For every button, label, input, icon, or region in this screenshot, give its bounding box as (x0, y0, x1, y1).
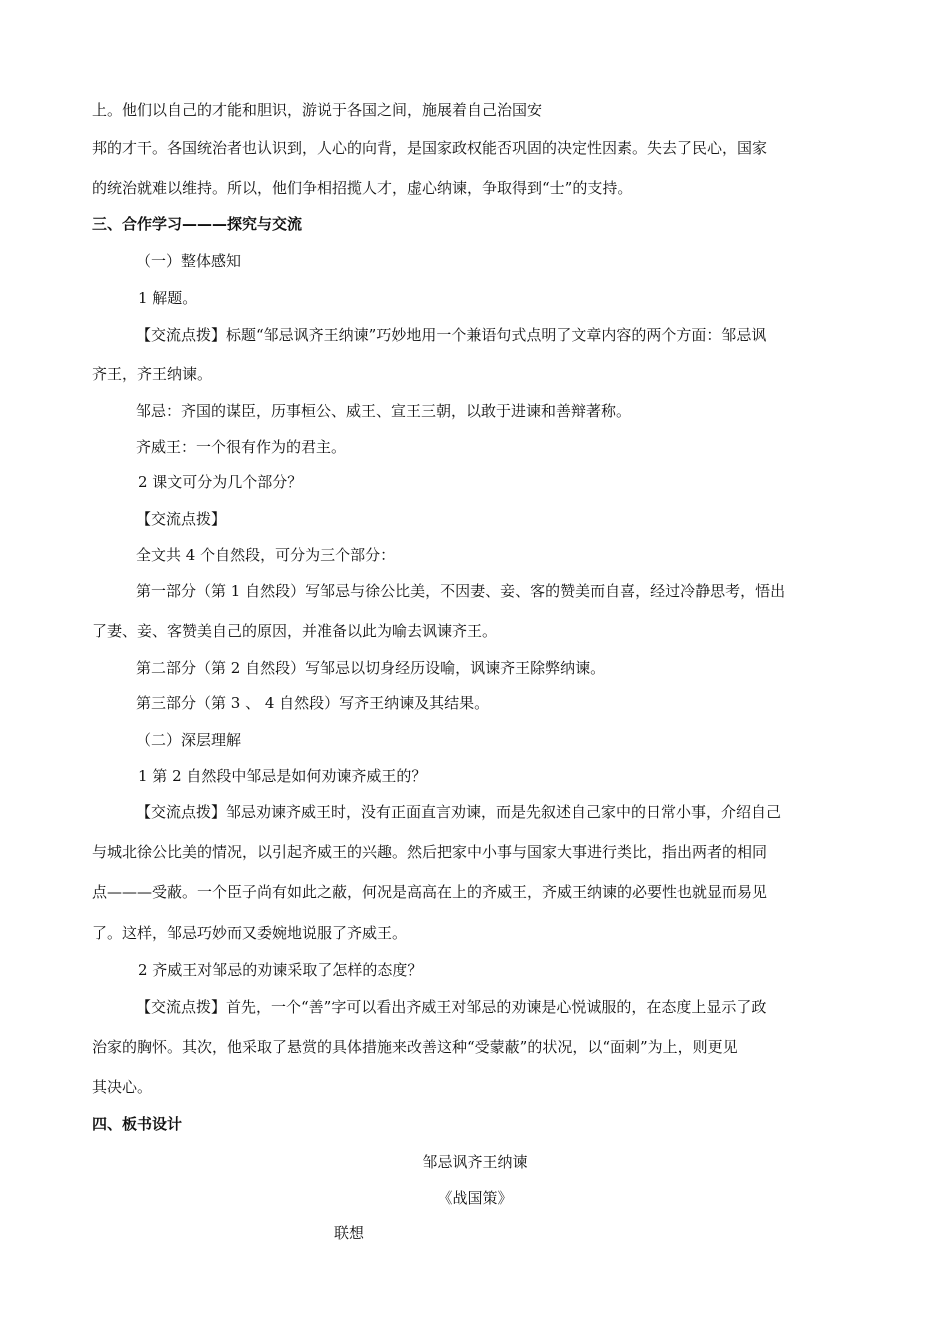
paragraph-line: 全文共 4 个自然段，可分为三个部分： (136, 546, 396, 564)
subsection-heading: （一）整体感知 (136, 252, 242, 270)
paragraph-line: 的统治就难以维持。所以，他们争相招揽人才，虚心纳谏，争取得到“士”的支持。 (92, 179, 633, 197)
paragraph-line: 与城北徐公比美的情况，以引起齐威王的兴趣。然后把家中小事与国家大事进行类比，指出两者的相同 (92, 843, 768, 861)
paragraph-line: 齐威王：一个很有作为的君主。 (136, 438, 347, 456)
paragraph-line: 邹忌：齐国的谋臣，历事桓公、威王、宣王三朝，以敢于进谏和善辩著称。 (136, 402, 632, 420)
paragraph-line: 第一部分（第 1 自然段）写邹忌与徐公比美，不因妻、妾、客的赞美而自喜，经过冷静思考，悟出 (136, 582, 786, 600)
paragraph-line: 【交流点拨】 (136, 510, 227, 528)
question-line: 2 课文可分为几个部分？ (138, 473, 303, 491)
subsection-heading: （二）深层理解 (136, 731, 242, 749)
paragraph-line: 【交流点拨】邹忌劝谏齐威王时，没有正面直言劝谏，而是先叙述自己家中的日常小事，介绍自己 (136, 803, 782, 821)
board-item: 联想 (334, 1224, 365, 1242)
paragraph-line: 治家的胸怀。其次，他采取了悬赏的具体措施来改善这种“受蒙蔽”的状况，以“面刺”为上，则更见 (92, 1038, 738, 1056)
paragraph-line: 第三部分（第 3 、 4 自然段）写齐王纳谏及其结果。 (136, 694, 490, 712)
paragraph-line: 邦的才干。各国统治者也认识到，人心的向背，是国家政权能否巩固的决定性因素。失去了民心，国家 (92, 139, 768, 157)
paragraph-line: 第二部分（第 2 自然段）写邹忌以切身经历设喻，讽谏齐王除弊纳谏。 (136, 659, 606, 677)
paragraph-line: 【交流点拨】标题“邹忌讽齐王纳谏”巧妙地用一个兼语句式点明了文章内容的两个方面：邹忌讽 (136, 326, 767, 344)
paragraph-line: 了。这样，邹忌巧妙而又委婉地说服了齐威王。 (92, 924, 408, 942)
question-line: 1 解题。 (138, 289, 198, 307)
section-heading: 四、板书设计 (92, 1115, 183, 1133)
board-title: 邹忌讽齐王纳谏 (422, 1153, 528, 1171)
paragraph-line: 点———受蔽。一个臣子尚有如此之蔽，何况是高高在上的齐威王，齐威王纳谏的必要性也就显而易见 (92, 883, 768, 901)
question-line: 2 齐威王对邹忌的劝谏采取了怎样的态度？ (138, 961, 423, 979)
paragraph-line: 了妻、妾、客赞美自己的原因，并准备以此为喻去讽谏齐王。 (92, 622, 498, 640)
paragraph-line: 齐王，齐王纳谏。 (92, 365, 213, 383)
section-heading: 三、合作学习———探究与交流 (92, 215, 303, 233)
board-source: 《战国策》 (437, 1189, 513, 1207)
paragraph-line: 其决心。 (92, 1078, 153, 1096)
paragraph-line: 上。他们以自己的才能和胆识，游说于各国之间，施展着自己治国安 (92, 101, 543, 119)
paragraph-line: 【交流点拨】首先，一个“善”字可以看出齐威王对邹忌的劝谏是心悦诚服的，在态度上显示了政 (136, 998, 767, 1016)
question-line: 1 第 2 自然段中邹忌是如何劝谏齐威王的？ (138, 767, 427, 785)
